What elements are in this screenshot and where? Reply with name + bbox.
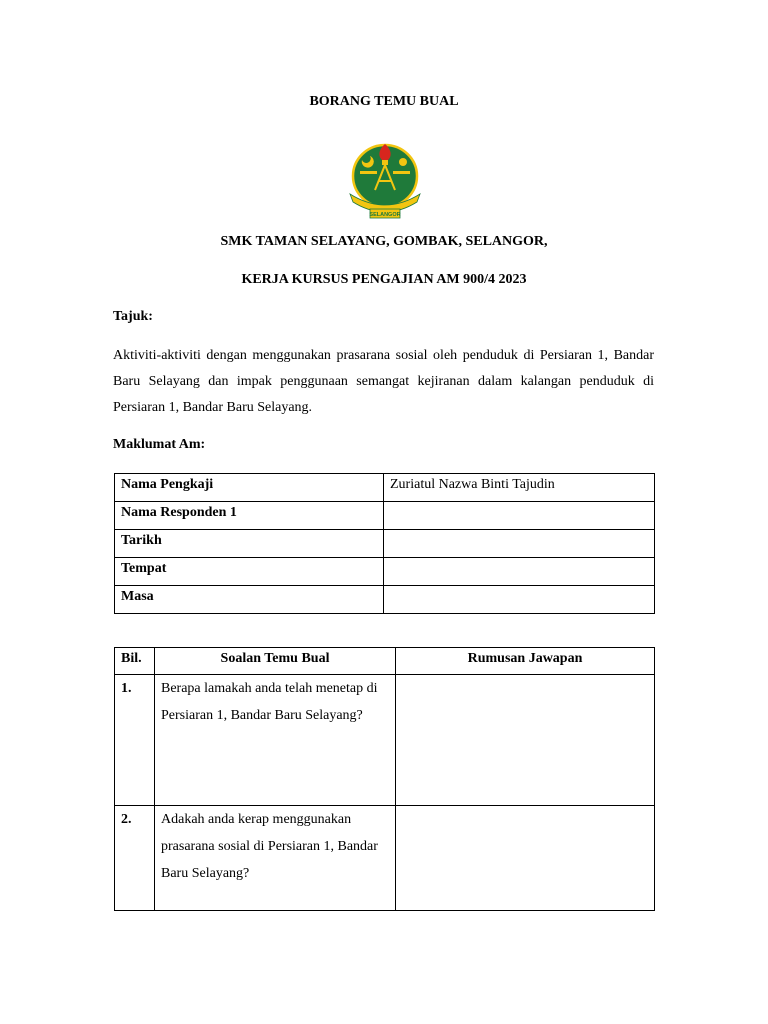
table-row — [115, 586, 655, 614]
info-value-respondent[interactable] — [384, 502, 655, 530]
question-number: 2. — [115, 806, 155, 911]
document-title: BORANG TEMU BUAL — [309, 94, 459, 109]
header-question: Soalan Temu Bual — [155, 648, 396, 675]
topic-text: Aktiviti-aktiviti dengan menggunakan prasarana sosial oleh penduduk di Persiaran 1, Bandar Baru Selayang dan impak penggunaan semangat kejiranan dalam kalangan penduduk di Persiaran 1, Bandar Baru Selayang. — [113, 348, 654, 415]
school-name: SMK TAMAN SELAYANG, GOMBAK, SELANGOR, — [220, 234, 548, 249]
logo-banner-text: SELANGOR — [369, 212, 401, 218]
header-answer: Rumusan Jawapan — [396, 648, 655, 675]
answer-cell[interactable] — [396, 806, 655, 911]
topic-label: Tajuk: — [113, 309, 153, 324]
interview-question-table — [114, 647, 655, 911]
info-label-date: Tarikh — [115, 530, 384, 558]
answer-cell[interactable] — [396, 675, 655, 806]
question-text: Berapa lamakah anda telah menetap di Persiaran 1, Bandar Baru Selayang? — [155, 675, 396, 806]
general-info-label: Maklumat Am: — [113, 437, 206, 452]
info-value-researcher[interactable]: Zuriatul Nazwa Binti Tajudin — [384, 474, 655, 502]
info-label-respondent: Nama Responden 1 — [115, 502, 384, 530]
table-header-row — [115, 648, 655, 675]
table-row — [115, 675, 655, 806]
info-label-place: Tempat — [115, 558, 384, 586]
header-number: Bil. — [115, 648, 155, 675]
info-label-researcher: Nama Pengkaji — [115, 474, 384, 502]
table-row — [115, 502, 655, 530]
school-crest-logo — [344, 138, 426, 220]
table-row — [115, 474, 655, 502]
info-value-time[interactable] — [384, 586, 655, 614]
course-title: KERJA KURSUS PENGAJIAN AM 900/4 2023 — [241, 272, 527, 287]
table-row — [115, 558, 655, 586]
general-info-table — [114, 473, 655, 614]
info-value-place[interactable] — [384, 558, 655, 586]
question-number: 1. — [115, 675, 155, 806]
question-text: Adakah anda kerap menggunakan prasarana sosial di Persiaran 1, Bandar Baru Selayang? — [155, 806, 396, 911]
info-label-time: Masa — [115, 586, 384, 614]
table-row — [115, 806, 655, 911]
table-row — [115, 530, 655, 558]
info-value-date[interactable] — [384, 530, 655, 558]
